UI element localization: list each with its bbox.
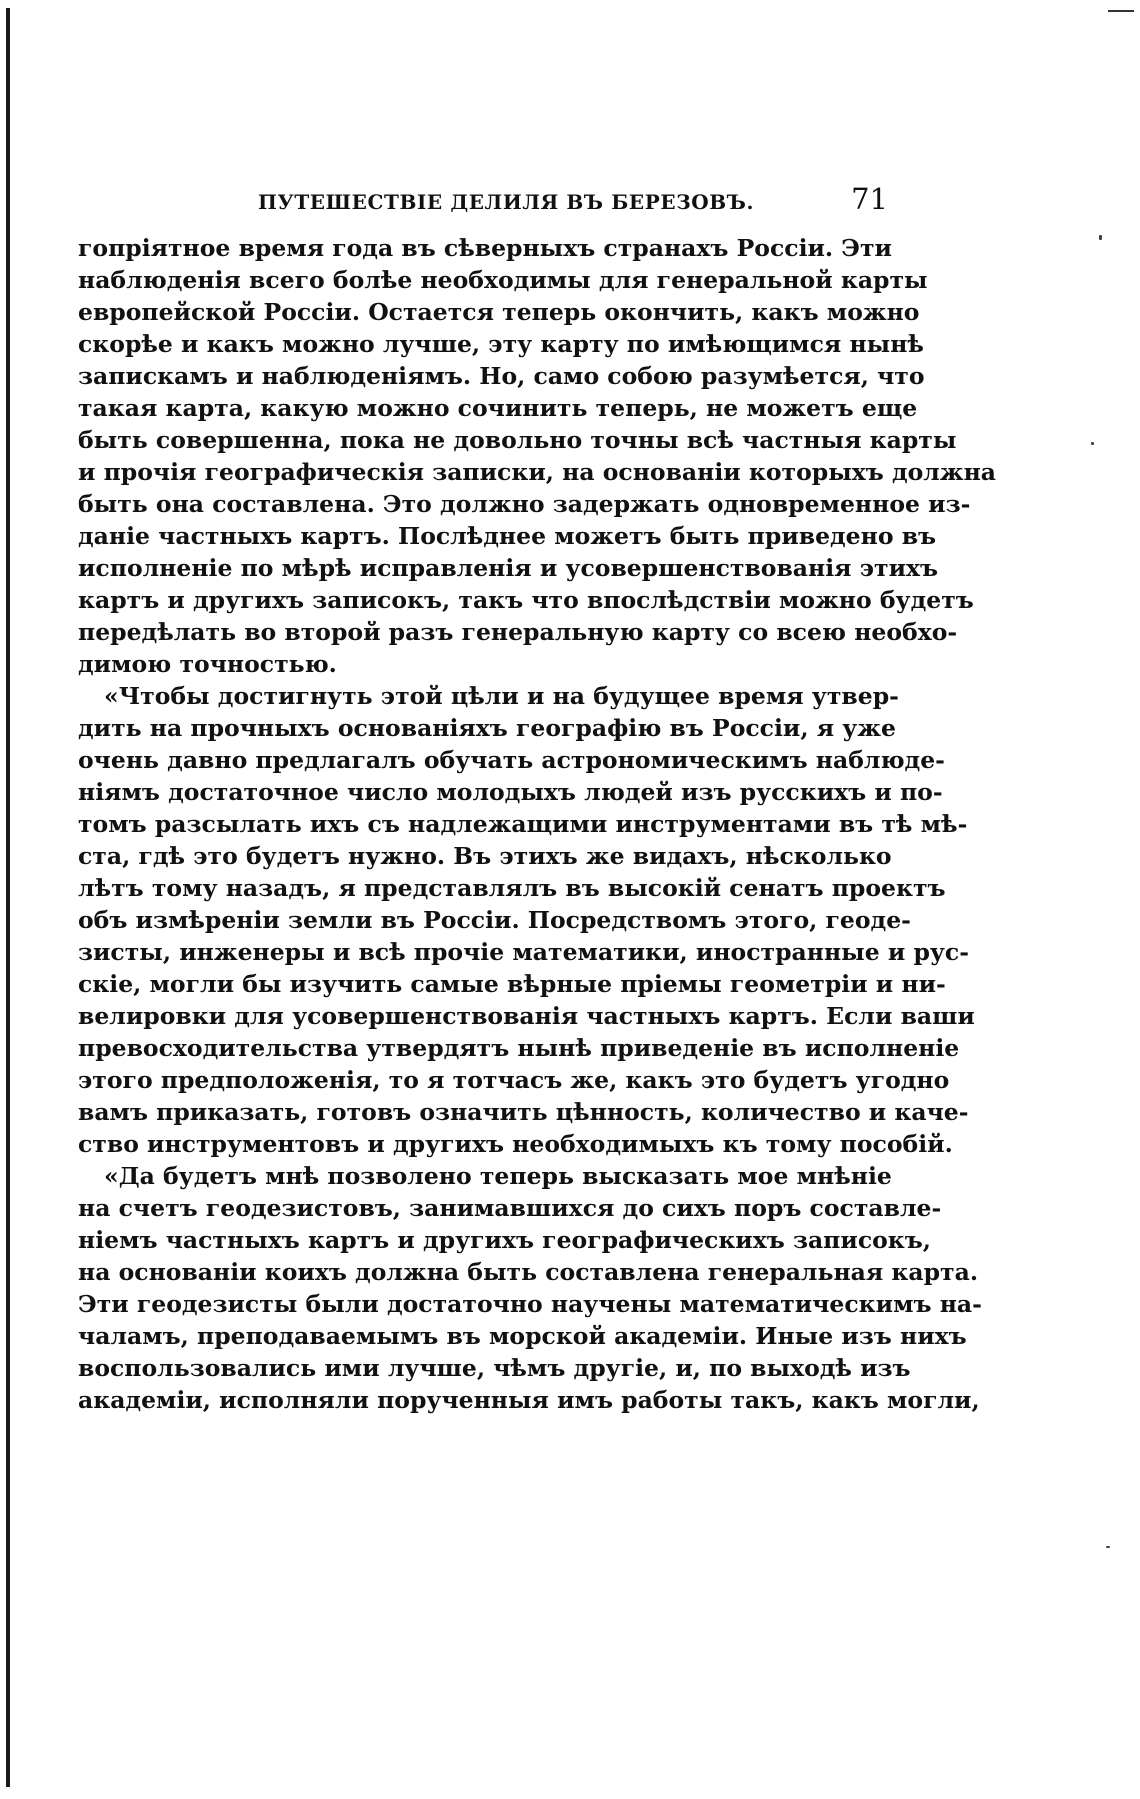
text-line: и прочія географическія записки, на основаніи которыхъ должна <box>78 458 997 486</box>
text-line: димою точностью. <box>78 650 337 678</box>
text-line: исполненіе по мѣрѣ исправленія и усовершенствованія этихъ <box>78 554 939 582</box>
text-line: скорѣе и какъ можно лучше, эту карту по имѣющимся нынѣ <box>78 330 924 358</box>
text-line: на основаніи коихъ должна быть составлена генеральная карта. <box>78 1258 979 1286</box>
text-line: велировки для усовершенствованія частныхъ картъ. Если ваши <box>78 1002 975 1030</box>
text-line: томъ разсылать ихъ съ надлежащими инструментами въ тѣ мѣ- <box>78 810 968 838</box>
text-line: объ измѣреніи земли въ Россіи. Посредствомъ этого, геоде- <box>78 906 911 934</box>
text-line: такая карта, какую можно сочинить теперь, не можетъ еще <box>78 394 918 422</box>
text-line: быть совершенна, пока не довольно точны всѣ частныя карты <box>78 426 957 454</box>
text-line: быть она составлена. Это должно задержать одновременное из- <box>78 490 971 518</box>
text-line: передѣлать во второй разъ генеральную карту со всею необхо- <box>78 618 958 646</box>
paragraph <box>78 1160 982 1416</box>
text-line: гопріятное время года въ сѣверныхъ странахъ Россіи. Эти <box>78 234 892 262</box>
text-line: этого предположенія, то я тотчасъ же, какъ это будетъ угодно <box>78 1066 950 1094</box>
text-line: лѣтъ тому назадъ, я представлялъ въ высокій сенатъ проектъ <box>78 874 946 902</box>
scan-speck <box>1099 235 1102 240</box>
scan-speck <box>1106 1546 1110 1548</box>
scan-speck <box>1091 442 1094 445</box>
text-line: зисты, инженеры и всѣ прочіе математики, иностранные и рус- <box>78 938 969 966</box>
text-line: чаламъ, преподаваемымъ въ морской академіи. Иные изъ нихъ <box>78 1322 967 1350</box>
text-line: вамъ приказать, готовъ означить цѣнность, количество и каче- <box>78 1098 969 1126</box>
text-line: на счетъ геодезистовъ, занимавшихся до сихъ поръ составле- <box>78 1194 942 1222</box>
text-line: наблюденія всего болѣе необходимы для генеральной карты <box>78 266 928 294</box>
text-line: ство инструментовъ и другихъ необходимыхъ къ тому пособій. <box>78 1130 953 1158</box>
text-line: академіи, исполняли порученныя имъ работы такъ, какъ могли, <box>78 1386 980 1414</box>
text-line: европейской Россіи. Остается теперь окончить, какъ можно <box>78 298 920 326</box>
running-title: ПУТЕШЕСТВІЕ ДЕЛИЛЯ ВЪ БЕРЕЗОВЪ. <box>258 190 755 214</box>
text-line: запискамъ и наблюденіямъ. Но, само собою разумѣется, что <box>78 362 925 390</box>
paragraph <box>78 232 997 680</box>
text-line: Эти геодезисты были достаточно научены математическимъ на- <box>78 1290 982 1318</box>
page-header <box>258 182 888 218</box>
text-line: ніямъ достаточное число молодыхъ людей изъ русскихъ и по- <box>78 778 943 806</box>
paragraph <box>78 680 975 1160</box>
text-line: картъ и другихъ записокъ, такъ что впослѣдствіи можно будетъ <box>78 586 974 614</box>
text-line: превосходительства утвердятъ нынѣ приведеніе въ исполненіе <box>78 1034 960 1062</box>
scan-left-edge-line <box>6 8 10 1787</box>
text-line: «Да будетъ мнѣ позволено теперь высказать мое мнѣніе <box>104 1162 892 1190</box>
body-text <box>78 232 997 1416</box>
text-line: скіе, могли бы изучить самые вѣрные пріемы геометріи и ни- <box>78 970 946 998</box>
page-number: 71 <box>851 182 888 216</box>
text-line: ста, гдѣ это будетъ нужно. Въ этихъ же видахъ, нѣсколько <box>78 842 892 870</box>
text-line: даніе частныхъ картъ. Послѣднее можетъ быть приведено въ <box>78 522 937 550</box>
scan-right-edge-mark <box>1108 10 1134 12</box>
text-line: дить на прочныхъ основаніяхъ географію въ Россіи, я уже <box>78 714 896 742</box>
text-line: «Чтобы достигнуть этой цѣли и на будущее время утвер- <box>104 682 899 710</box>
text-line: воспользовались ими лучше, чѣмъ другіе, и, по выходѣ изъ <box>78 1354 911 1382</box>
text-line: ніемъ частныхъ картъ и другихъ географическихъ записокъ, <box>78 1226 931 1254</box>
text-line: очень давно предлагалъ обучать астрономическимъ наблюде- <box>78 746 945 774</box>
